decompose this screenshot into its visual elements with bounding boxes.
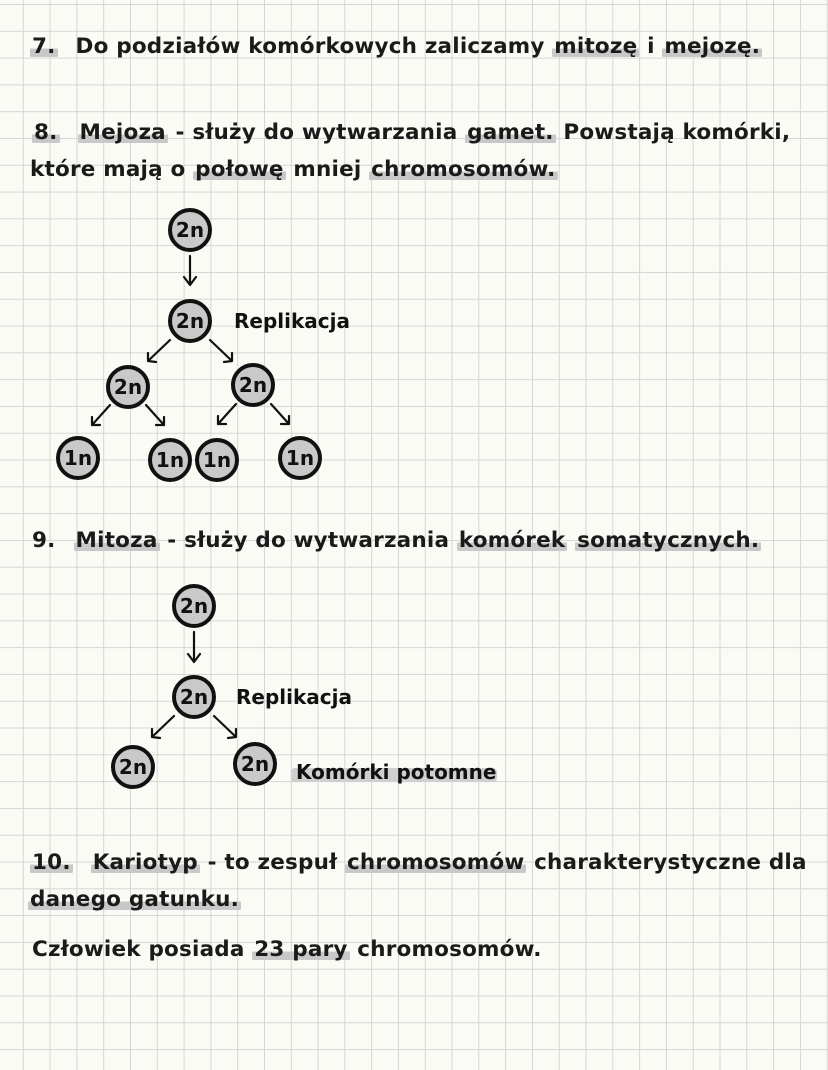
item-10-number: 10. bbox=[32, 850, 71, 875]
mitosis-cell-top bbox=[174, 586, 214, 626]
svg-text:1n: 1n bbox=[202, 448, 232, 472]
mitosis-arrow-left bbox=[152, 716, 174, 738]
mitosis-replication-label: Replikacja bbox=[236, 685, 352, 709]
item-9-term: Mitoza bbox=[75, 528, 158, 553]
meiosis-replication-label: Replikacja bbox=[234, 309, 350, 333]
item-10-chromosomow: chromosomów bbox=[346, 850, 525, 875]
mitosis-cell-right bbox=[235, 744, 275, 784]
svg-text:2n: 2n bbox=[175, 309, 205, 333]
mitosis-cell-replicated bbox=[174, 677, 214, 717]
svg-text:2n: 2n bbox=[118, 755, 148, 779]
item-9: 9. Mitoza - służy do wytwarzania komórek somatycznych. bbox=[32, 528, 760, 553]
item-9-number: 9. bbox=[32, 528, 56, 553]
item-8-term: Mejoza bbox=[79, 120, 166, 145]
item-7-number: 7. bbox=[32, 34, 56, 59]
item-8-polowe: połowę bbox=[195, 157, 284, 182]
item-10-line-2 bbox=[28, 887, 241, 912]
mitosis-arrow-down bbox=[188, 632, 200, 662]
svg-text:1n: 1n bbox=[63, 446, 93, 470]
item-8-number: 8. bbox=[34, 120, 58, 145]
item-9-somatycznych: somatycznych. bbox=[577, 528, 760, 553]
svg-text:2n: 2n bbox=[238, 373, 268, 397]
item-10-line-3: Człowiek posiada 23 pary chromosomów. bbox=[32, 937, 542, 962]
item-7-mejoza: mejozę. bbox=[664, 34, 761, 59]
item-7-text: Do podziałów komórkowych zaliczamy bbox=[75, 34, 553, 59]
mitosis-daughter-label: Komórki potomne bbox=[296, 760, 497, 784]
item-10-pairs: 23 pary bbox=[254, 937, 348, 962]
item-8-line-2: które mają o połowę mniej chromosomów. bbox=[30, 157, 556, 182]
item-9-komorek: komórek bbox=[458, 528, 566, 553]
item-8-line-1: 8. Mejoza - służy do wytwarzania gamet. Powstają komórki, bbox=[34, 120, 791, 145]
item-8-chromosomow: chromosomów. bbox=[371, 157, 556, 182]
svg-text:2n: 2n bbox=[175, 218, 205, 242]
item-10-term: Kariotyp bbox=[92, 850, 198, 875]
svg-text:2n: 2n bbox=[113, 375, 143, 399]
item-10-line-1: 10. Kariotyp - to zespuł chromosomów charakterystyczne dla bbox=[32, 850, 807, 875]
item-7: 7. Do podziałów komórkowych zaliczamy mitozę i mejozę. bbox=[32, 34, 761, 59]
svg-text:2n: 2n bbox=[179, 685, 209, 709]
mitosis-arrow-right bbox=[214, 716, 236, 738]
svg-text:2n: 2n bbox=[240, 752, 270, 776]
svg-text:2n: 2n bbox=[179, 594, 209, 618]
mitosis-cell-left bbox=[113, 747, 153, 787]
item-10-gatunek: danego gatunku. bbox=[30, 887, 239, 912]
item-8-gamet: gamet. bbox=[467, 120, 554, 145]
svg-text:1n: 1n bbox=[285, 446, 315, 470]
svg-text:1n: 1n bbox=[155, 448, 185, 472]
item-7-mitoza: mitozę bbox=[554, 34, 638, 59]
